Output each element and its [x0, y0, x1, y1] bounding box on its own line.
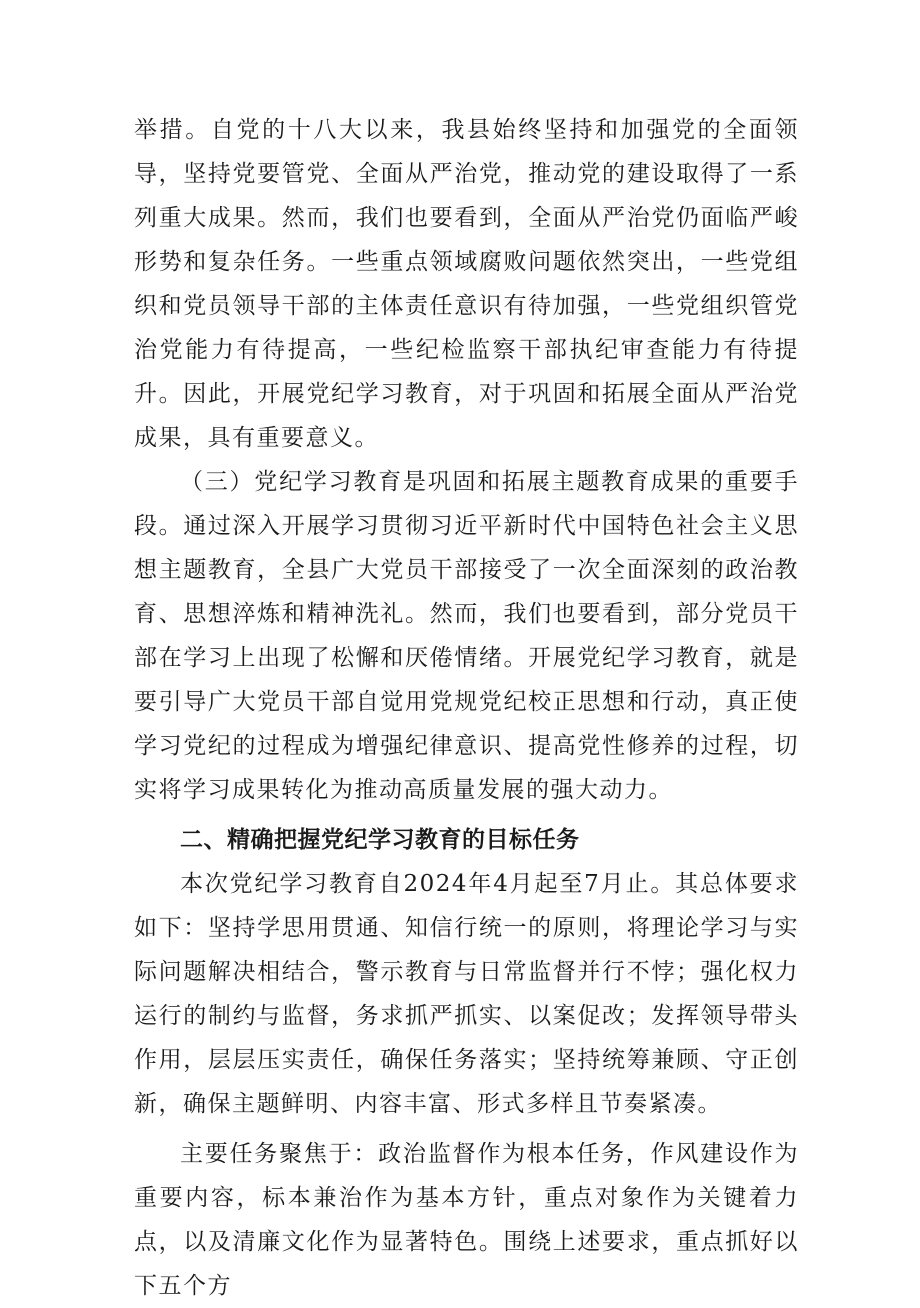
- document-page: [134, 108, 799, 1308]
- section-heading-two: 二、精确把握党纪学习教育的目标任务: [180, 827, 580, 853]
- paragraph-overall-requirements: 本次党纪学习教育自2024年4月起至7月止。其总体要求如下：坚持学思用贯通、知信行统一的原则，将理论学习与实际问题解决相结合，警示教育与日常监督并行不悖；强化权力运行的制约与监督，务求抓严抓实、以案促改；发挥领导带头作用，层层压实责任，确保任务落实；坚持统筹兼顾、守正创新，确保主题鲜明、内容丰富、形式多样且节奏紧凑。: [134, 871, 799, 1117]
- paragraph-significance-strict-governance: 举措。自党的十八大以来，我县始终坚持和加强党的全面领导，坚持党要管党、全面从严治党，推动党的建设取得了一系列重大成果。然而，我们也要看到，全面从严治党仍面临严峻形势和复杂任务。一些重点领域腐败问题依然突出，一些党组织和党员领导干部的主体责任意识有待加强，一些党组织管党治党能力有待提高，一些纪检监察干部执纪审查能力有待提升。因此，开展党纪学习教育，对于巩固和拓展全面从严治党成果，具有重要意义。: [134, 117, 799, 451]
- paragraph-section-three: （三）党纪学习教育是巩固和拓展主题教育成果的重要手段。通过深入开展学习贯彻习近平新时代中国特色社会主义思想主题教育，全县广大党员干部接受了一次全面深刻的政治教育、思想淬炼和精神洗礼。然而，我们也要看到，部分党员干部在学习上出现了松懈和厌倦情绪。开展党纪学习教育，就是要引导广大党员干部自觉用党规党纪校正思想和行动，真正使学习党纪的过程成为增强纪律意识、提高党性修养的过程，切实将学习成果转化为推动高质量发展的强大动力。: [134, 469, 799, 803]
- paragraph-main-tasks: 主要任务聚焦于：政治监督作为根本任务，作风建设作为重要内容，标本兼治作为基本方针，重点对象作为关键着力点，以及清廉文化作为显著特色。围绕上述要求，重点抓好以下五个方: [134, 1141, 799, 1299]
